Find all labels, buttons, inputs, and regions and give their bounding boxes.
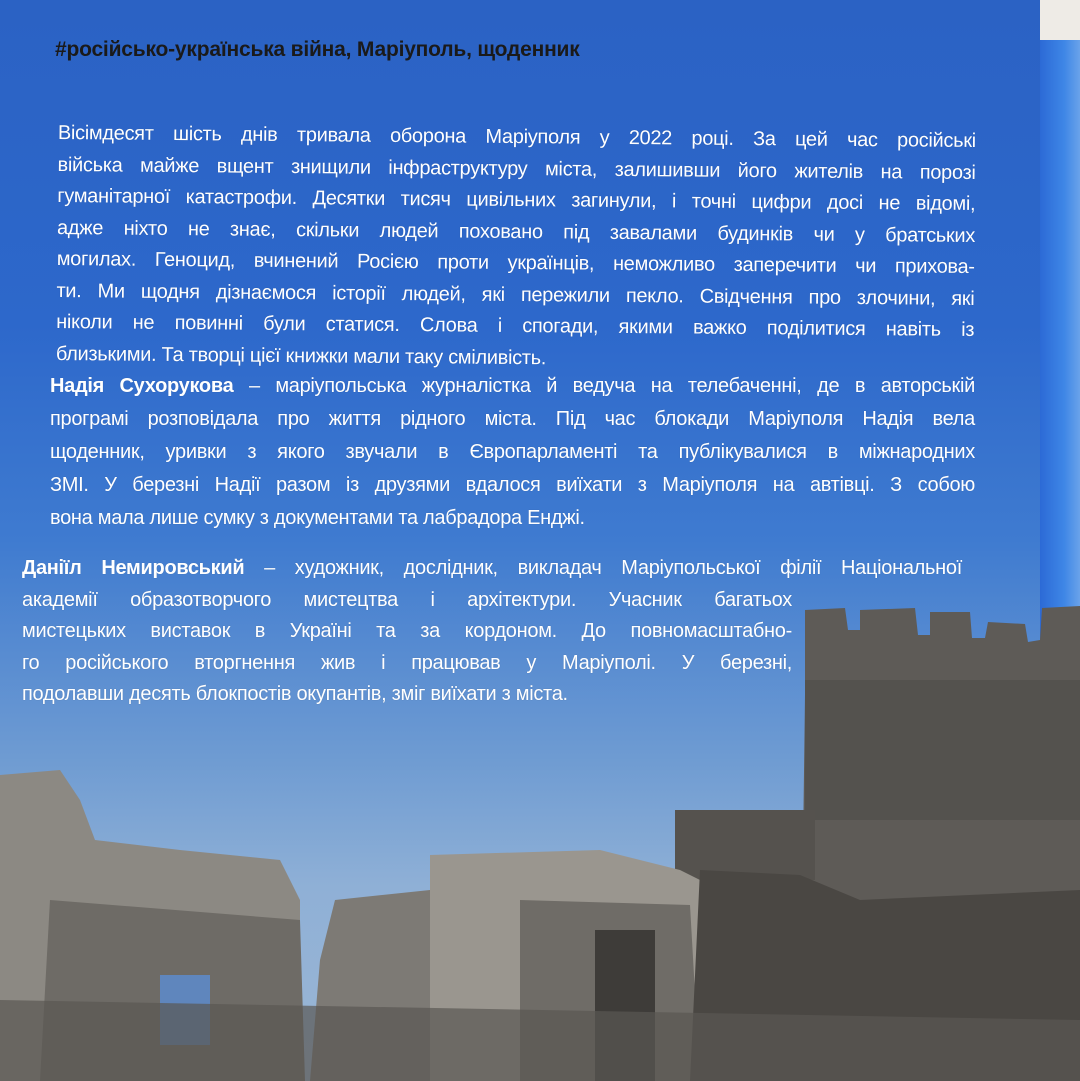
author2-first-line (22, 553, 962, 585)
author1-first-line (50, 370, 975, 403)
author1-line: вона мала лише сумку з документами та лабрадора Енджі. (50, 507, 585, 529)
intro-line: гуманітарної катастрофи. Десятки тисяч цивільних загинули, і точні цифри досі не відомі, (57, 184, 976, 216)
author1-line: програмі розповідала про життя рідного міста. Під час блокади Маріуполя Надія вела (50, 408, 975, 430)
author2-line: академії образотворчого мистецтва і архітектури. Учасник багатьох (22, 588, 792, 611)
author2-line: подолавши десять блокпостів окупантів, зміг виїхати з міста. (22, 683, 568, 705)
intro-line: адже ніхто не знає, скільки людей поховано під завалами будинків чи у братських (56, 216, 976, 247)
intro-line: Вісімдесят шість днів тривала оборона Маріуполя у 2022 році. За цей час російські (57, 121, 976, 153)
author2-line: мистецьких виставок в Україні та за кордоном. До повномасштабно- (22, 620, 792, 642)
author1-bio (50, 370, 975, 535)
author2-bio-text: – художник, дослідник, викладач Маріупольської філії Національної (244, 557, 962, 579)
hashtag-line: #російсько-українська війна, Маріуполь, щоденник (55, 38, 580, 61)
author2-bio (22, 553, 962, 711)
author1-line: щоденник, уривки з якого звучали в Європарламенті та публікувалися в міжнародних (50, 441, 975, 463)
intro-line: війська майже вщент знищили інфраструктуру міста, залишивши його жителів на порозі (57, 153, 976, 184)
author2-name: Даніїл Немировський (22, 557, 245, 579)
intro-paragraph (56, 118, 976, 378)
intro-line: близькими. Та творці цієї книжки мали таку сміливість. (55, 342, 547, 369)
author1-bio-text: – маріупольська журналістка й ведуча на телебаченні, де в авторській (233, 375, 975, 397)
author1-line: ЗМІ. У березні Надії разом із друзями вдалося виїхати з Маріуполя на автівці. З собою (50, 474, 975, 496)
background-surface (1040, 0, 1080, 40)
author2-line: го російського вторгнення жив і працював у Маріуполі. У березні, (22, 651, 792, 674)
intro-line: ніколи не повинні були статися. Слова і спогади, якими важко поділитися навіть із (56, 310, 975, 342)
author1-name: Надія Сухорукова (50, 375, 234, 397)
intro-line: ти. Ми щодня дізнаємося історії людей, які пережили пекло. Свідчення про злочини, які (56, 279, 975, 310)
intro-line: могилах. Геноцид, вчинений Росією проти українців, неможливо заперечити чи прихова- (56, 247, 975, 279)
